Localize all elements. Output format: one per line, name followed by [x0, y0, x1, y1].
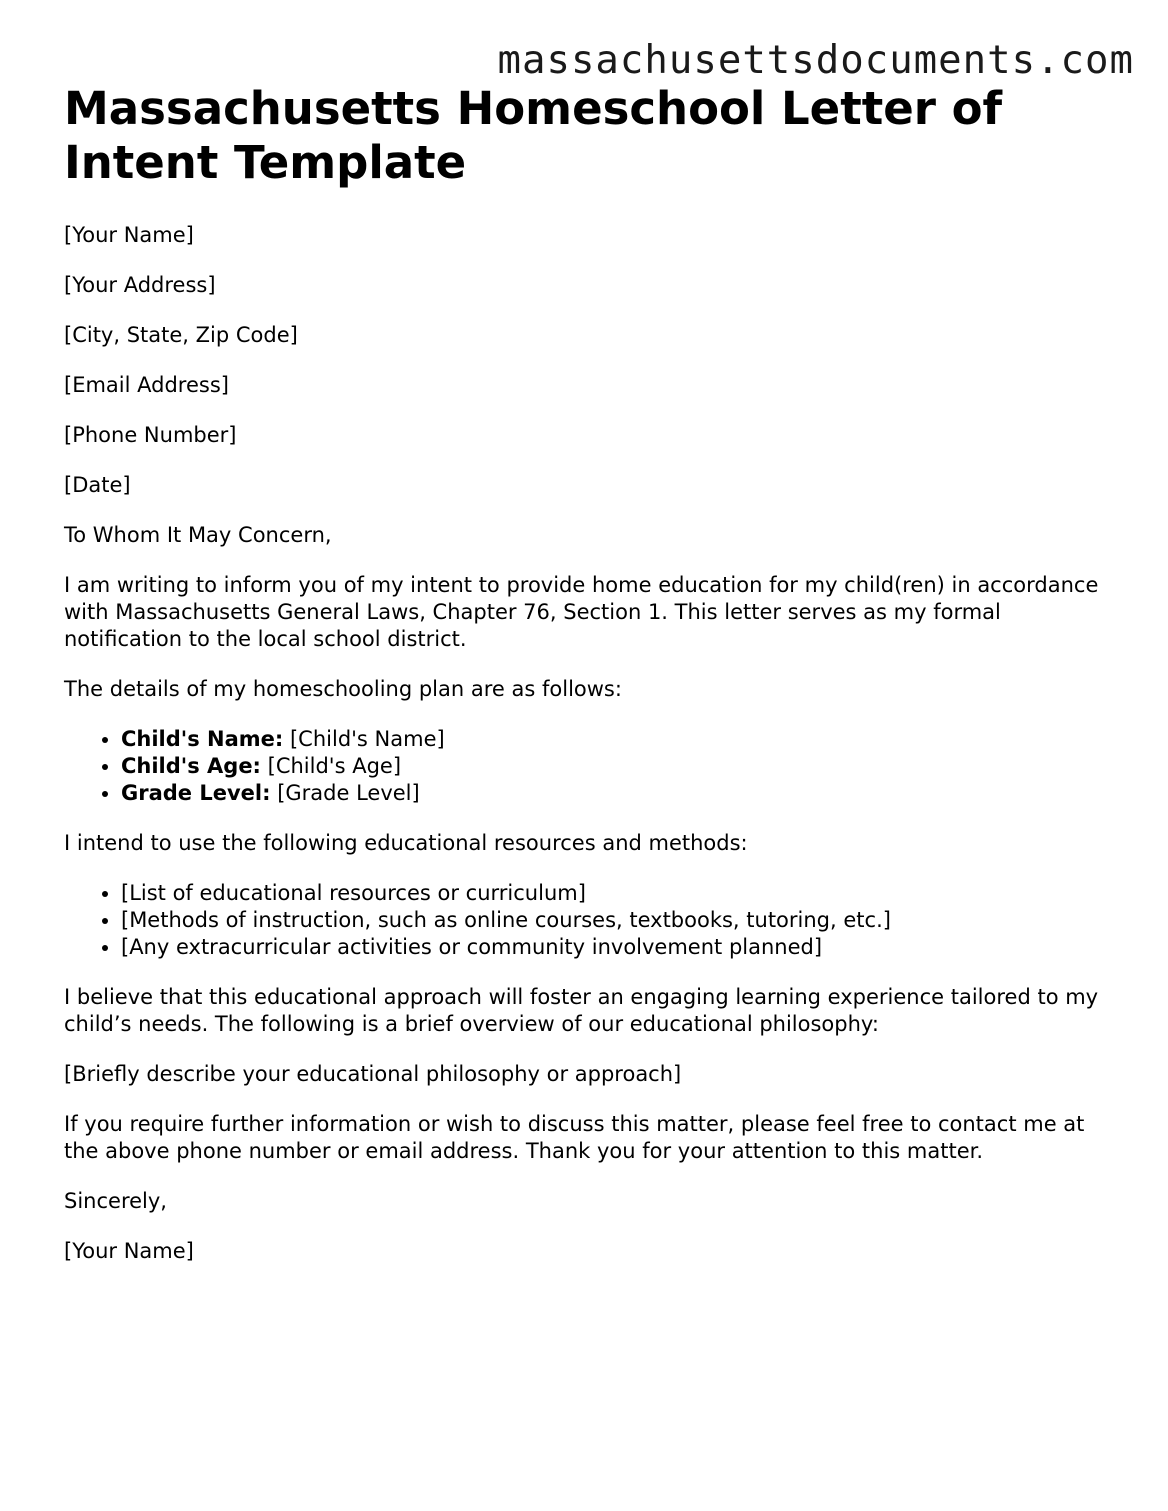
sender-email: [Email Address]: [64, 373, 229, 397]
list-item: • [Methods of instruction, such as online courses, textbooks, tutoring, etc.]: [121, 907, 1124, 934]
list-item: • [Any extracurricular activities or community involvement planned]: [121, 934, 1124, 961]
sender-address: [Your Address]: [64, 273, 216, 297]
philosophy-intro: I believe that this educational approach will foster an engaging learning experience tailored to my child’s needs. The following is a brief overview of our educational philosophy:: [64, 985, 1099, 1036]
resources-list: [64, 880, 1124, 961]
sender-name: [Your Name]: [64, 223, 194, 247]
detail-value: [Child's Age]: [260, 754, 402, 778]
sender-phone: [Phone Number]: [64, 423, 237, 447]
detail-label: Grade Level:: [121, 781, 271, 805]
sign-off: Sincerely,: [64, 1189, 167, 1213]
list-item: [121, 780, 1124, 807]
details-intro: The details of my homeschooling plan are as follows:: [64, 677, 622, 701]
intro-paragraph: I am writing to inform you of my intent to provide home education for my child(ren) in accordance with Massachusetts General Laws, Chapter 76, Section 1. This letter serves as my formal notification to the local school district.: [64, 573, 1099, 651]
list-item: • [List of educational resources or curriculum]: [121, 880, 1124, 907]
document-title: Massachusetts Homeschool Letter of Intent Template: [64, 82, 1003, 189]
detail-value: [Grade Level]: [270, 781, 420, 805]
resources-intro: I intend to use the following educational resources and methods:: [64, 831, 748, 855]
signature-name: [Your Name]: [64, 1239, 194, 1263]
philosophy-placeholder: [Briefly describe your educational philosophy or approach]: [64, 1062, 682, 1086]
sender-city-state-zip: [City, State, Zip Code]: [64, 323, 298, 347]
list-item: [121, 726, 1124, 753]
letter-date: [Date]: [64, 473, 131, 497]
list-item: [121, 753, 1124, 780]
detail-value: [Child's Name]: [283, 727, 445, 751]
detail-label: Child's Name:: [121, 727, 284, 751]
details-list: [64, 726, 1124, 807]
letter-body: [64, 222, 1124, 1288]
site-watermark: massachusettsdocuments.com: [497, 38, 1134, 83]
salutation: To Whom It May Concern,: [64, 523, 332, 547]
detail-label: Child's Age:: [121, 754, 261, 778]
closing-paragraph: If you require further information or wish to discuss this matter, please feel free to contact me at the above phone number or email address. Thank you for your attention to this matter.: [64, 1112, 1085, 1163]
